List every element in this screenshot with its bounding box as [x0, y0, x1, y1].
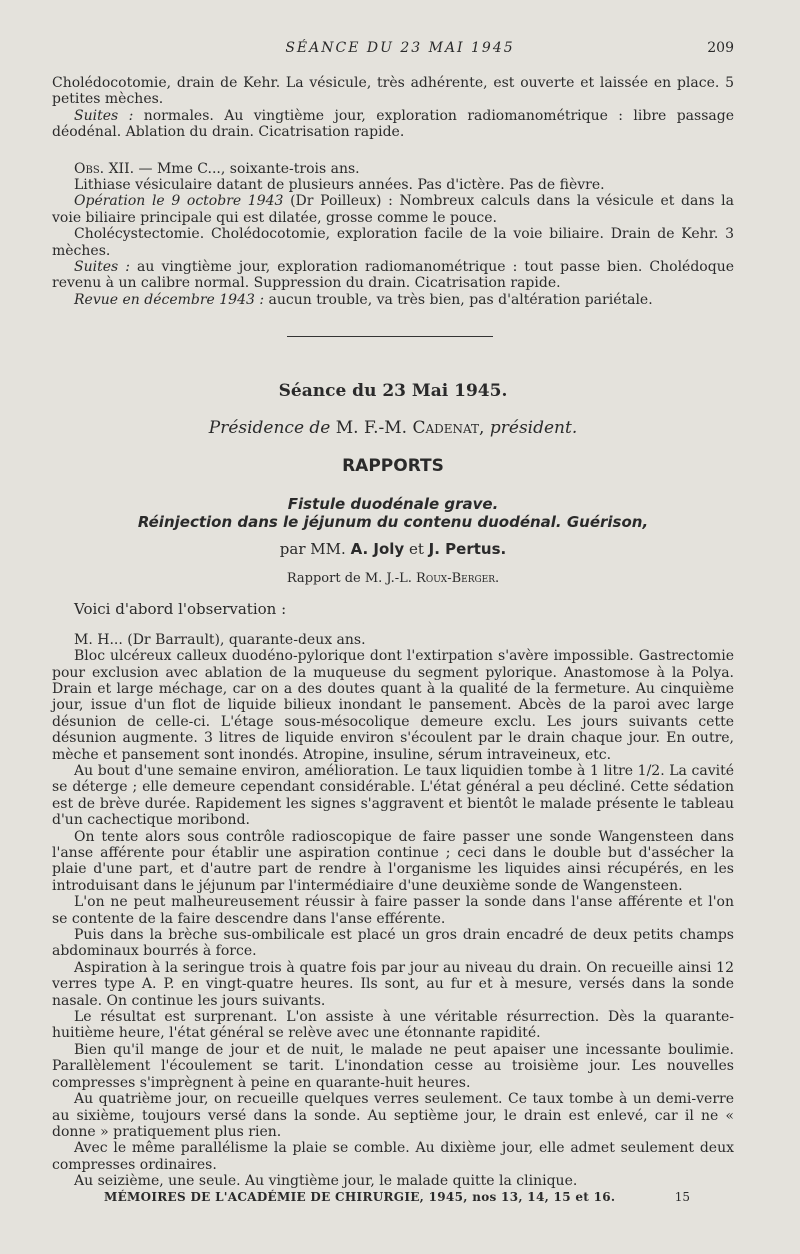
page-number: 209	[707, 40, 734, 56]
body-paragraph: L'on ne peut malheureusement réussir à faire passer la sonde dans l'anse afférente et l'on se contente de la faire descendre dans l'anse efférente.	[52, 894, 734, 927]
obs-prev-paragraph-2: Suites : normales. Au vingtième jour, exploration radiomanométrique : libre passage déodénal. Ablation du drain. Cicatrisation rapide.	[52, 107, 734, 141]
voici-line: Voici d'abord l'observation :	[74, 600, 287, 619]
body-paragraph: Avec le même parallélisme la plaie se comble. Au dixième jour, elle admet seulement deux compresses ordinaires.	[52, 1140, 734, 1173]
obs12-paragraph-4: Suites : au vingtième jour, exploration radiomanométrique : tout passe bien. Cholédoque revenu à un calibre normal. Suppression du drain. Cicatrisation rapide.	[52, 259, 734, 292]
obs12-paragraph-2: Opération le 9 octobre 1943 (Dr Poilleux) : Nombreux calculs dans la vésicule et dans la voie biliaire principale qui est dilatée, grosse comme le pouce.	[52, 193, 734, 226]
obs12-label: Obs. XII.	[74, 160, 135, 177]
page-footer	[104, 1190, 690, 1204]
body-paragraph: On tente alors sous contrôle radioscopique de faire passer une sonde Wangensteen dans l'anse afférente pour établir une aspiration continue ; ceci dans le double but d'assécher la plaie d'une part, et d'autre part de rendre à l'organisme les liquides ainsi récupérés, en les introduisant dans le jéjunum par l'intermédiaire d'une deuxième sonde de Wangensteen.	[52, 828, 734, 894]
rapports-heading: RAPPORTS	[342, 456, 444, 477]
seance-title: Séance du 23 Mai 1945.	[278, 381, 508, 402]
body-paragraph: Bloc ulcéreux calleux duodéno-pylorique dont l'extirpation s'avère impossible. Gastrectomie pour exclusion avec ablation de la muqueuse du segment pylorique. Anastomose à la Polya. Drain et large méchage, car on a des doutes quant à la qualité de la fermeture. Au cinquième jour, issue d'un flot de liquide bilieux inondant le pansement. Abcès de la paroi avec large désunion de celle-ci. L'étage sous-mésocolique demeure exclu. Les jours suivants cette désunion augmente. 3 litres de liquide environ s'écoulent par le drain chaque jour. En outre, mèche et pansement sont inondés. Atropine, insuline, sérum intraveineux, etc.	[52, 648, 734, 763]
body-paragraph: Au bout d'une semaine environ, amélioration. Le taux liquidien tombe à 1 litre 1/2. La cavité se déterge ; elle demeure cependant considérable. L'état général a peu décliné. Cette sédation est de brève durée. Rapidement les signes s'aggravent et bientôt le malade présente le tableau d'un cachectique moribond.	[52, 762, 734, 829]
running-header	[0, 40, 800, 64]
page-content	[52, 75, 734, 1190]
body-paragraph: Aspiration à la seringue trois à quatre fois par jour au niveau du drain. On recueille ainsi 12 verres type A. P. en vingt-quatre heures. Ils sont, au fur et à mesure, versés dans la sonde nasale. On continue les jours suivants.	[52, 959, 734, 1009]
body-paragraph: Au quatrième jour, on recueille quelques verres seulement. Ce taux tombe à un demi-verre au sixième, toujours versé dans la sonde. Au septième jour, le drain est enlevé, car il ne « donne » pratiquement plus rien.	[52, 1091, 734, 1140]
article-authors: par MM. A. Joly et J. Pertus.	[279, 539, 507, 558]
president-name: M. F.-M. Cadenat,	[335, 417, 485, 438]
article-title-2: Réinjection dans le jéjunum du contenu duodénal. Guérison,	[137, 512, 649, 531]
obs12-heading: Obs. XII. — Mme C..., soixante-trois ans.	[74, 160, 360, 177]
journal-reference: MÉMOIRES DE L'ACADÉMIE DE CHIRURGIE, 1945, nos 13, 14, 15 et 16.	[104, 1190, 616, 1204]
obs12-paragraph-3: Cholécystectomie. Cholédocotomie, exploration facile de la voie biliaire. Drain de Kehr. 3 mèches.	[52, 226, 734, 259]
body-paragraph: Le résultat est surprenant. L'on assiste à une véritable résurrection. Dès la quarante-huitième heure, l'état général se relève avec une étonnante rapidité.	[52, 1009, 734, 1042]
body-paragraph: Puis dans la brèche sus-ombilicale est placé un gros drain encadré de deux petits champs abdominaux bourrés à force.	[52, 927, 734, 960]
sheet-number: 15	[674, 1190, 690, 1204]
presidence-line: Présidence de M. F.-M. Cadenat, président.	[208, 417, 578, 438]
author-2: J. Pertus.	[428, 539, 507, 558]
body-paragraph: Au seizième, une seule. Au vingtième jour, le malade quitte la clinique.	[74, 1173, 578, 1190]
body-paragraph: Bien qu'il mange de jour et de nuit, le malade ne peut apaiser une incessante boulimie. Parallèlement l'écoulement se tarit. L'inondation cesse au troisième jour. Les nouvelles compresses s'imprègnent à peine en quarante-huit heures.	[52, 1041, 734, 1091]
obs-prev-paragraph-1: Cholédocotomie, drain de Kehr. La vésicule, très adhérente, est ouverte et laissée en place. 5 petites mèches.	[52, 75, 734, 108]
article-title-1: Fistule duodénale grave.	[287, 494, 499, 513]
body-paragraph: M. H... (Dr Barrault), quarante-deux ans.	[74, 631, 366, 648]
obs12-paragraph-1: Lithiase vésiculaire datant de plusieurs années. Pas d'ictère. Pas de fièvre.	[74, 177, 605, 194]
obs12-paragraph-5: Revue en décembre 1943 : aucun trouble, va très bien, pas d'altération pariétale.	[74, 291, 653, 308]
suites-label: Suites :	[74, 107, 134, 124]
author-1: A. Joly	[350, 539, 405, 558]
section-divider	[287, 336, 493, 337]
running-title: SÉANCE DU 23 MAI 1945	[285, 40, 515, 56]
rapport-line: Rapport de M. J.-L. Roux-Berger.	[286, 570, 500, 586]
